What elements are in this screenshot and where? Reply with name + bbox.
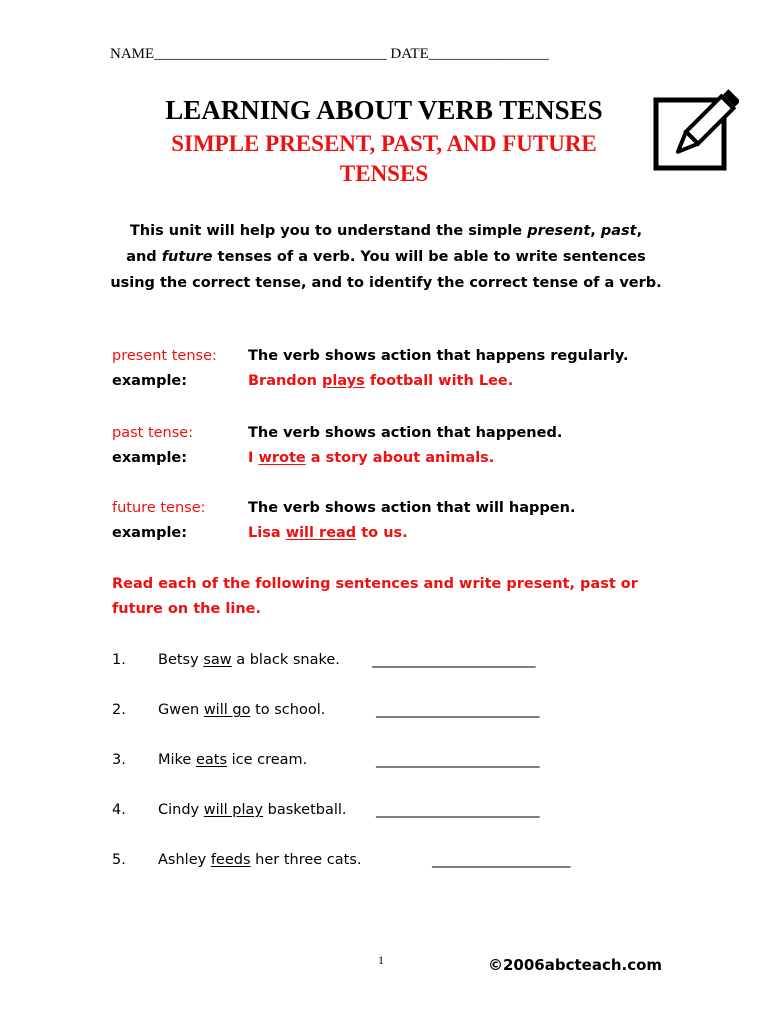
example-before: Lisa	[248, 525, 286, 541]
answer-line[interactable]: __________________________	[372, 652, 535, 668]
intro-comma: ,	[590, 223, 601, 239]
question-number: 1.	[112, 652, 126, 668]
page-subtitle	[120, 129, 648, 189]
sentence-before: Cindy	[158, 802, 204, 818]
example-after: to us.	[356, 525, 408, 541]
intro-and: and	[126, 249, 162, 265]
answer-line[interactable]: __________________________	[376, 752, 539, 768]
question-verb: will play	[203, 802, 264, 818]
example-sentence	[248, 446, 494, 471]
question-verb: saw	[203, 652, 232, 668]
example-after: a story about animals.	[305, 450, 495, 466]
date-label: DATE	[390, 46, 429, 62]
question-number: 3.	[112, 752, 126, 768]
definition-label: future tense:	[112, 500, 206, 516]
definition-label: present tense:	[112, 348, 217, 364]
question-number: 2.	[112, 702, 126, 718]
sentence-before: Gwen	[158, 702, 204, 718]
answer-line[interactable]: __________________________	[376, 702, 539, 718]
definition-description: The verb shows action that will happen.	[248, 500, 576, 516]
page-title: LEARNING ABOUT VERB TENSES	[165, 95, 603, 125]
intro-paragraph	[106, 218, 666, 296]
definition-description: The verb shows action that happens regularly.	[248, 348, 629, 364]
sentence-before: Mike	[158, 752, 196, 768]
intro-present: present	[527, 223, 591, 239]
intro-text-1: This unit will help you to understand the simple	[129, 223, 528, 239]
example-label: example:	[112, 525, 188, 541]
copyright-notice: ©2006abcteach.com	[488, 956, 663, 974]
date-field[interactable]: ________________	[428, 46, 549, 62]
example-verb: will read	[285, 525, 357, 541]
question-verb: will go	[203, 702, 251, 718]
answer-line[interactable]: __________________________	[376, 802, 539, 818]
definition-future	[112, 496, 575, 546]
name-label: NAME	[110, 46, 155, 62]
sentence-after: her three cats.	[250, 852, 362, 868]
question-verb: feeds	[210, 852, 251, 868]
answer-line[interactable]: ______________________	[432, 852, 570, 868]
question-sentence	[158, 850, 362, 870]
sentence-before: Ashley	[158, 852, 211, 868]
example-sentence	[248, 369, 513, 394]
question-verb: eats	[195, 752, 227, 768]
question-number: 4.	[112, 802, 126, 818]
example-label: example:	[112, 450, 188, 466]
question-sentence	[158, 750, 307, 770]
subtitle-line-1: SIMPLE PRESENT, PAST, AND FUTURE	[171, 131, 597, 156]
example-verb: wrote	[258, 450, 306, 466]
definition-present	[112, 344, 628, 394]
definition-description: The verb shows action that happened.	[248, 425, 563, 441]
page-number: 1	[378, 953, 384, 967]
sentence-after: ice cream.	[227, 752, 308, 768]
pencil-paper-icon	[653, 86, 739, 172]
subtitle-line-2: TENSES	[339, 161, 429, 186]
example-label: example:	[112, 373, 188, 389]
example-verb: plays	[322, 373, 365, 389]
example-after: football with Lee.	[364, 373, 514, 389]
sentence-before: Betsy	[158, 652, 204, 668]
definition-past	[112, 421, 562, 471]
sentence-after: basketball.	[263, 802, 347, 818]
name-date-header	[110, 46, 549, 63]
definition-label: past tense:	[112, 425, 194, 441]
sentence-after: to school.	[250, 702, 326, 718]
example-before: Brandon	[248, 373, 323, 389]
question-number: 5.	[112, 852, 126, 868]
question-sentence	[158, 700, 325, 720]
intro-future: future	[161, 249, 213, 265]
question-sentence	[158, 650, 340, 670]
intro-past: past	[600, 223, 637, 239]
example-sentence	[248, 521, 408, 546]
question-sentence	[158, 800, 347, 820]
intro-text-3: tenses of a verb. You will be able to write sentences using the correct tense, and to identify the correct tense of a verb.	[110, 249, 662, 291]
instructions: Read each of the following sentences and write present, past or future on the line.	[112, 576, 638, 617]
name-field[interactable]: _______________________________	[154, 46, 387, 62]
sentence-after: a black snake.	[231, 652, 340, 668]
example-before: I	[248, 450, 259, 466]
intro-text-2: ,	[636, 223, 643, 239]
